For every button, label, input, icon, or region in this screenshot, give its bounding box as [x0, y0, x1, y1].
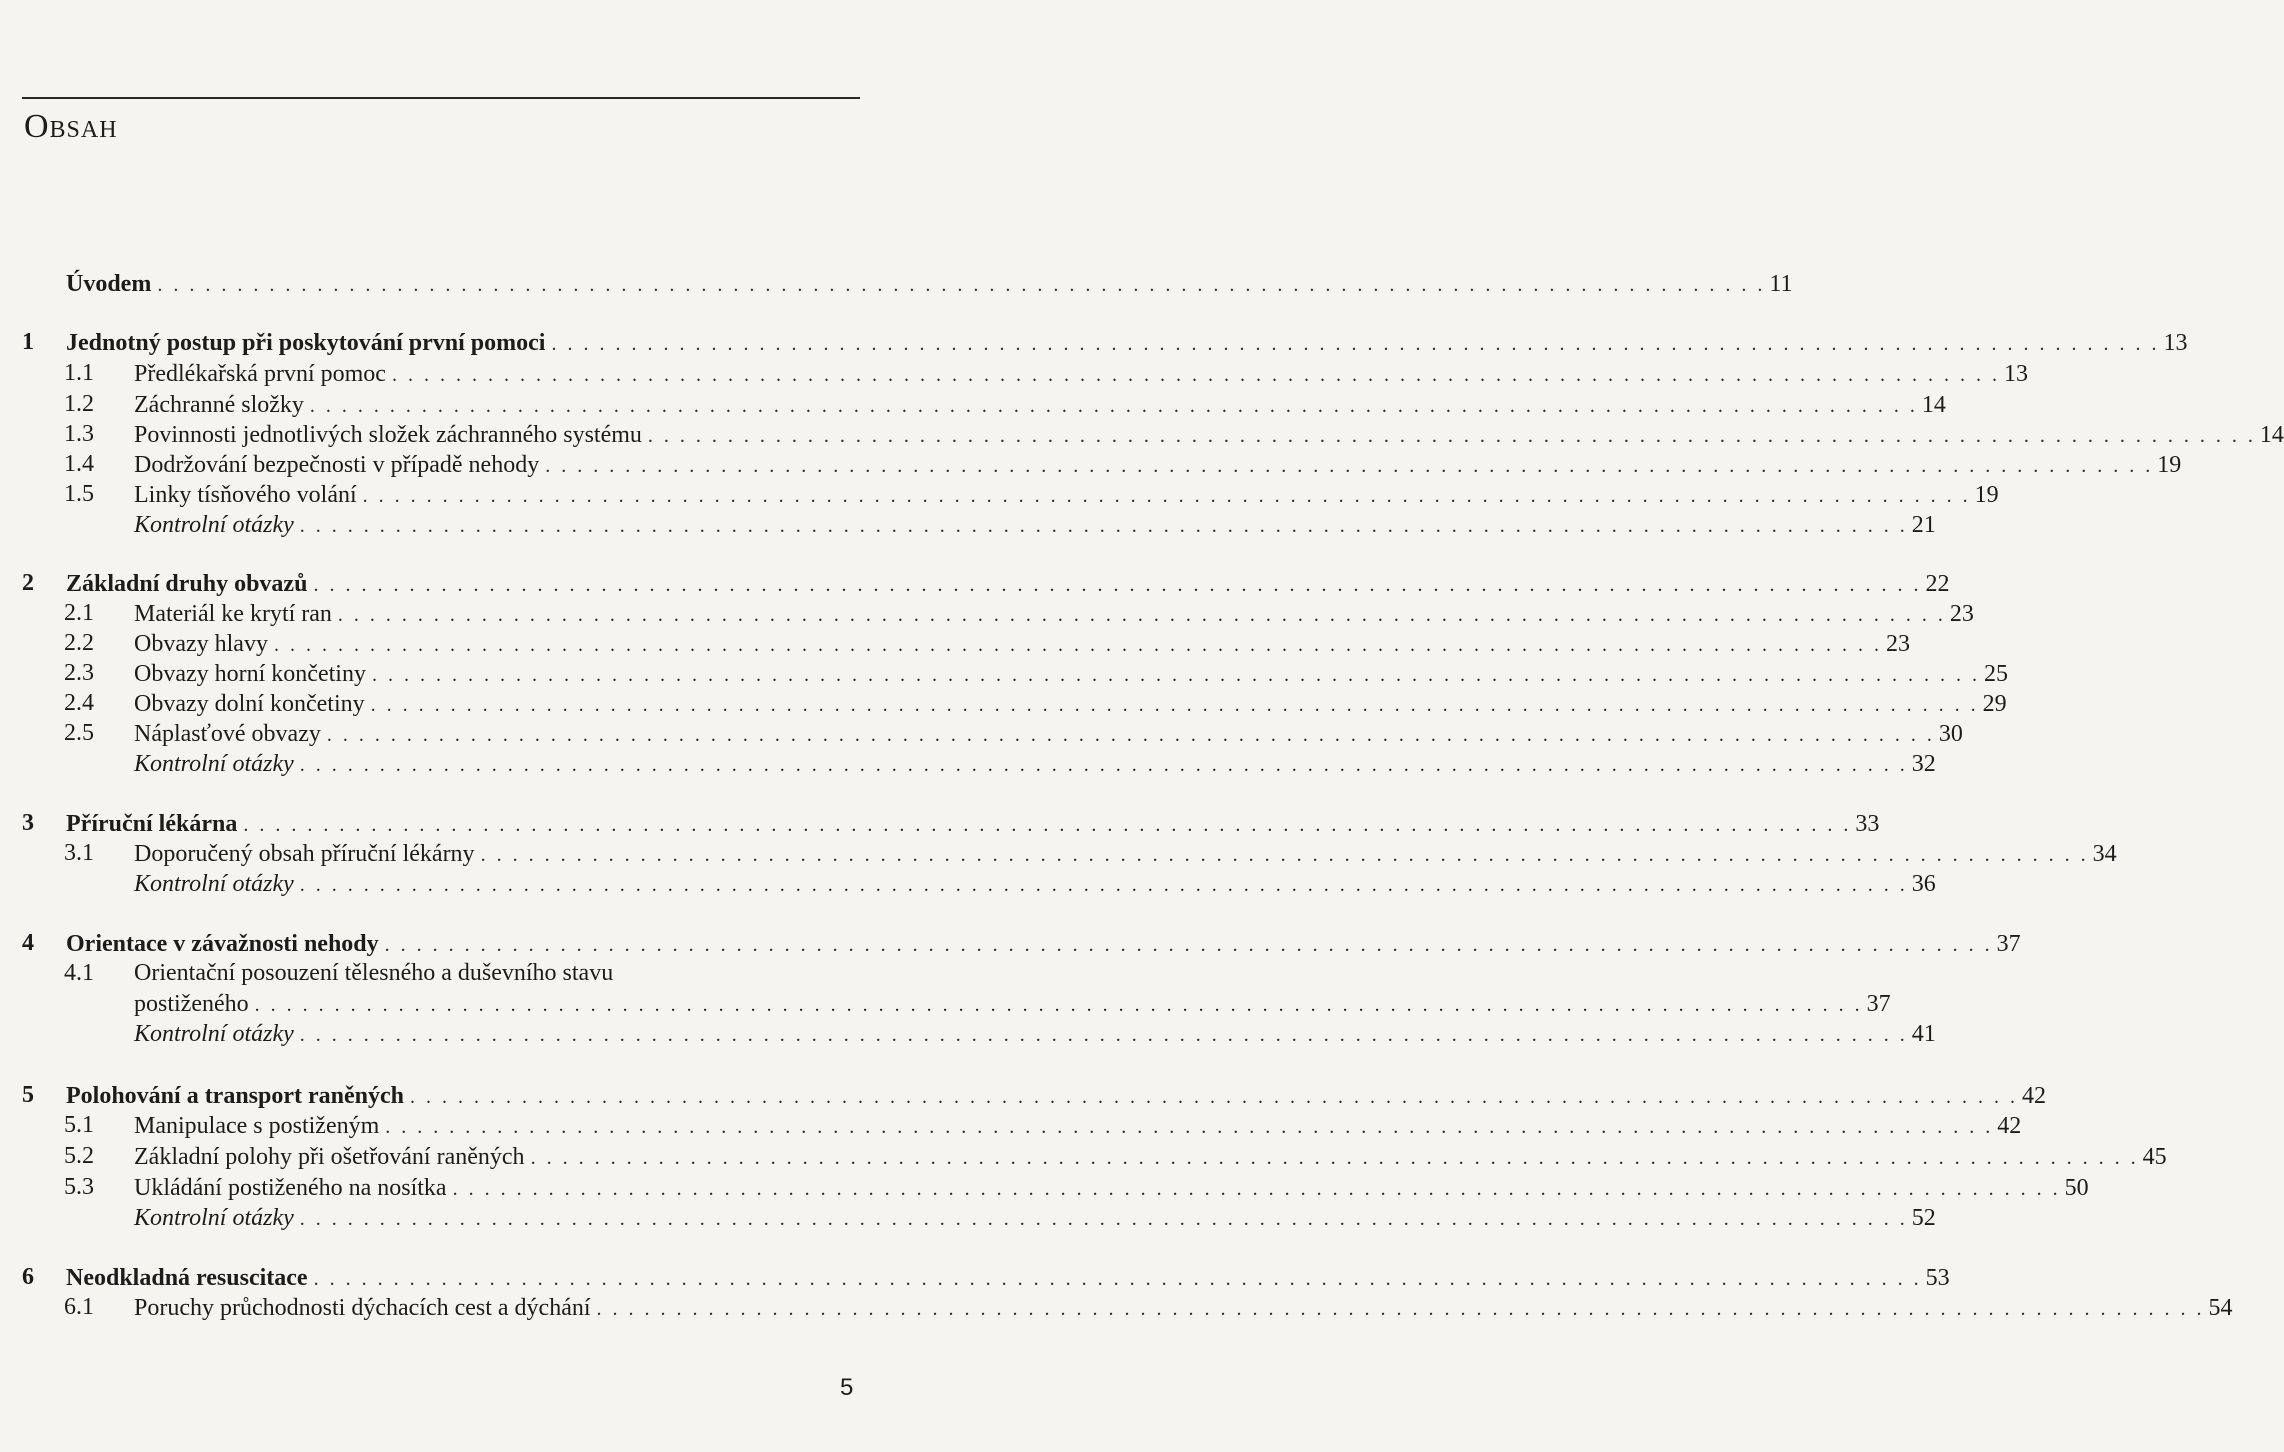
- dot-leader: . . . . . . . . . . . . . . . . . . . . . . . . . . . . . . . . . . . . . . . . . . . . . . . . . . . . . . . . . . . . . . . . . . . . . . . . . . . . . . . . . . . . . . . . . . . . . . . . . . . . .: [157, 274, 1766, 296]
- dot-leader: . . . . . . . . . . . . . . . . . . . . . . . . . . . . . . . . . . . . . . . . . . . . . . . . . . . . . . . . . . . . . . . . . . . . . . . . . . . . . . . . . . . . . . . . . . . . . . . . . . . . .: [299, 1024, 1908, 1046]
- toc-entry-page: 25: [1980, 659, 2008, 689]
- toc-entry[interactable]: [22, 928, 2021, 958]
- toc-entry-number: 1.1: [64, 360, 94, 386]
- toc-entry-number: 1.2: [64, 391, 94, 417]
- toc-entry[interactable]: [64, 419, 2284, 449]
- toc-entry-number: 3.1: [64, 840, 94, 866]
- dot-leader: . . . . . . . . . . . . . . . . . . . . . . . . . . . . . . . . . . . . . . . . . . . . . . . . . . . . . . . . . . . . . . . . . . . . . . . . . . . . . . . . . . . . . . . . . . . . . . . . . . . . .: [273, 634, 1882, 656]
- toc-entry-number: 4: [22, 930, 34, 956]
- toc-entry-title: Linky tísňového volání: [134, 480, 363, 510]
- toc-entry-title: Materiál ke krytí ran: [134, 599, 338, 629]
- toc-entry[interactable]: [134, 748, 1936, 778]
- toc-entry-number: 1: [22, 329, 34, 355]
- toc-entry-title: Orientační posouzení tělesného a duševního stavu: [134, 958, 619, 988]
- toc-entry-page: 42: [2018, 1081, 2046, 1111]
- toc-entry[interactable]: [64, 658, 2008, 688]
- toc-entry[interactable]: [64, 598, 1974, 628]
- toc-entry-number: 1.5: [64, 481, 94, 507]
- toc-entry[interactable]: [64, 449, 2182, 479]
- toc-entry-title: Jednotný postup při poskytování první pomoci: [66, 328, 551, 358]
- toc-entry-title: Obvazy horní končetiny: [134, 659, 372, 689]
- dot-leader: . . . . . . . . . . . . . . . . . . . . . . . . . . . . . . . . . . . . . . . . . . . . . . . . . . . . . . . . . . . . . . . . . . . . . . . . . . . . . . . . . . . . . . . . . . . . . . . . . . . . .: [337, 604, 1946, 626]
- toc-entry-page: 11: [1765, 269, 1792, 299]
- toc-entry-page: 37: [1863, 989, 1891, 1019]
- toc-entry-page: 23: [1946, 599, 1974, 629]
- toc-entry-page: 53: [1922, 1263, 1950, 1293]
- toc-entry-title: Záchranné složky: [134, 390, 310, 420]
- toc-entry-title: Kontrolní otázky: [134, 869, 300, 899]
- toc-entry-number: 2.1: [64, 600, 94, 626]
- toc-entry-number: 1.4: [64, 451, 94, 477]
- toc-entry[interactable]: [134, 1018, 1936, 1048]
- toc-entry-title: Základní druhy obvazů: [66, 569, 313, 599]
- toc-entry[interactable]: [134, 509, 1936, 539]
- toc-entry-title: Povinnosti jednotlivých složek záchranného systému: [134, 420, 648, 450]
- toc-entry-page: 54: [2205, 1293, 2233, 1323]
- toc-entry-page: 13: [2000, 359, 2028, 389]
- toc-entry-page: 33: [1851, 809, 1879, 839]
- toc-entry[interactable]: [64, 1141, 2167, 1171]
- toc-entry[interactable]: [64, 1110, 2022, 1140]
- toc-entry-title: postiženého: [134, 989, 255, 1019]
- toc-entry-title: Kontrolní otázky: [134, 1203, 300, 1233]
- dot-leader: . . . . . . . . . . . . . . . . . . . . . . . . . . . . . . . . . . . . . . . . . . . . . . . . . . . . . . . . . . . . . . . . . . . . . . . . . . . . . . . . . . . . . . . . . . . . . . . . . . . . .: [370, 694, 1979, 716]
- toc-entry-title: Příruční lékárna: [66, 809, 243, 839]
- toc-entry[interactable]: [64, 389, 1946, 419]
- toc-entry-number: 5: [22, 1082, 34, 1108]
- dot-leader: . . . . . . . . . . . . . . . . . . . . . . . . . . . . . . . . . . . . . . . . . . . . . . . . . . . . . . . . . . . . . . . . . . . . . . . . . . . . . . . . . . . . . . . . . . . . . . . . . . . . .: [326, 724, 1935, 746]
- toc-entry-page: 42: [1993, 1111, 2021, 1141]
- dot-leader: . . . . . . . . . . . . . . . . . . . . . . . . . . . . . . . . . . . . . . . . . . . . . . . . . . . . . . . . . . . . . . . . . . . . . . . . . . . . . . . . . . . . . . . . . . . . . . . . . . . . .: [309, 395, 1918, 417]
- toc-entry-page: 21: [1908, 510, 1936, 540]
- toc-entry-page: 50: [2061, 1173, 2089, 1203]
- toc-entry[interactable]: [22, 1262, 1950, 1292]
- dot-leader: . . . . . . . . . . . . . . . . . . . . . . . . . . . . . . . . . . . . . . . . . . . . . . . . . . . . . . . . . . . . . . . . . . . . . . . . . . . . . . . . . . . . . . . . . . . . . . . . . . . . .: [371, 664, 1980, 686]
- dot-leader: . . . . . . . . . . . . . . . . . . . . . . . . . . . . . . . . . . . . . . . . . . . . . . . . . . . . . . . . . . . . . . . . . . . . . . . . . . . . . . . . . . . . . . . . . . . . . . . . . . . . .: [299, 754, 1908, 776]
- toc-entry[interactable]: [134, 1202, 1936, 1232]
- toc-entry-page: 34: [2089, 839, 2117, 869]
- dot-leader: . . . . . . . . . . . . . . . . . . . . . . . . . . . . . . . . . . . . . . . . . . . . . . . . . . . . . . . . . . . . . . . . . . . . . . . . . . . . . . . . . . . . . . . . . . . . . . . . . . . . .: [452, 1178, 2061, 1200]
- toc-entry-page: 52: [1908, 1203, 1936, 1233]
- toc-entry-title: Ukládání postiženého na nosítka: [134, 1173, 453, 1203]
- toc-entry-number: 1.3: [64, 421, 94, 447]
- dot-leader: . . . . . . . . . . . . . . . . . . . . . . . . . . . . . . . . . . . . . . . . . . . . . . . . . . . . . . . . . . . . . . . . . . . . . . . . . . . . . . . . . . . . . . . . . . . . . . . . . . . . .: [362, 485, 1971, 507]
- toc-entry[interactable]: [22, 1080, 2047, 1110]
- toc-entry-number: 2.5: [64, 720, 94, 746]
- toc-entry-page: 13: [2159, 328, 2187, 358]
- toc-entry-page: 14: [2256, 420, 2284, 450]
- toc-entry-page: 14: [1918, 390, 1946, 420]
- toc-entry-page: 37: [1993, 929, 2021, 959]
- toc-entry-title: Základní polohy při ošetřování raněných: [134, 1142, 531, 1172]
- toc-entry[interactable]: [64, 838, 2117, 868]
- toc-entry-number: 2.3: [64, 660, 94, 686]
- dot-leader: . . . . . . . . . . . . . . . . . . . . . . . . . . . . . . . . . . . . . . . . . . . . . . . . . . . . . . . . . . . . . . . . . . . . . . . . . . . . . . . . . . . . . . . . . . . . . . . . . . . . .: [254, 994, 1863, 1016]
- toc-entry-title: Dodržování bezpečnosti v případě nehody: [134, 450, 545, 480]
- dot-leader: . . . . . . . . . . . . . . . . . . . . . . . . . . . . . . . . . . . . . . . . . . . . . . . . . . . . . . . . . . . . . . . . . . . . . . . . . . . . . . . . . . . . . . . . . . . . . . . . . . . . .: [299, 1208, 1908, 1230]
- toc-entry-page: 22: [1921, 569, 1949, 599]
- toc-entry-number: 4.1: [64, 960, 94, 986]
- toc-entry[interactable]: [66, 268, 1793, 298]
- page-title: Obsah: [24, 108, 118, 145]
- toc-entry[interactable]: [22, 808, 1880, 838]
- dot-leader: . . . . . . . . . . . . . . . . . . . . . . . . . . . . . . . . . . . . . . . . . . . . . . . . . . . . . . . . . . . . . . . . . . . . . . . . . . . . . . . . . . . . . . . . . . . . . . . . . . . . .: [384, 934, 1993, 956]
- toc-entry[interactable]: [134, 988, 1891, 1018]
- toc-entry-title: Neodkladná resuscitace: [66, 1263, 314, 1293]
- toc-entry[interactable]: [64, 688, 2007, 718]
- toc-entry-number: 5.2: [64, 1143, 94, 1169]
- toc-entry[interactable]: [64, 628, 1910, 658]
- dot-leader: . . . . . . . . . . . . . . . . . . . . . . . . . . . . . . . . . . . . . . . . . . . . . . . . . . . . . . . . . . . . . . . . . . . . . . . . . . . . . . . . . . . . . . . . . . . . . . . . . . . . .: [545, 455, 2154, 477]
- toc-entry[interactable]: [134, 868, 1936, 898]
- toc-entry-page: 23: [1882, 629, 1910, 659]
- toc-entry-number: 2: [22, 570, 34, 596]
- toc-entry-title: Obvazy hlavy: [134, 629, 274, 659]
- dot-leader: . . . . . . . . . . . . . . . . . . . . . . . . . . . . . . . . . . . . . . . . . . . . . . . . . . . . . . . . . . . . . . . . . . . . . . . . . . . . . . . . . . . . . . . . . . . . . . . . . . . . .: [385, 1116, 1994, 1138]
- dot-leader: . . . . . . . . . . . . . . . . . . . . . . . . . . . . . . . . . . . . . . . . . . . . . . . . . . . . . . . . . . . . . . . . . . . . . . . . . . . . . . . . . . . . . . . . . . . . . . . . . . . . .: [410, 1086, 2019, 1108]
- dot-leader: . . . . . . . . . . . . . . . . . . . . . . . . . . . . . . . . . . . . . . . . . . . . . . . . . . . . . . . . . . . . . . . . . . . . . . . . . . . . . . . . . . . . . . . . . . . . . . . . . . . . .: [480, 844, 2089, 866]
- toc-entry-title: Obvazy dolní končetiny: [134, 689, 371, 719]
- toc-entry-title: Polohování a transport raněných: [66, 1081, 410, 1111]
- dot-leader: . . . . . . . . . . . . . . . . . . . . . . . . . . . . . . . . . . . . . . . . . . . . . . . . . . . . . . . . . . . . . . . . . . . . . . . . . . . . . . . . . . . . . . . . . . . . . . . . . . . . .: [551, 333, 2160, 355]
- toc-entry-title: Orientace v závažnosti nehody: [66, 929, 385, 959]
- toc-entry-title: Předlékařská první pomoc: [134, 359, 392, 389]
- dot-leader: . . . . . . . . . . . . . . . . . . . . . . . . . . . . . . . . . . . . . . . . . . . . . . . . . . . . . . . . . . . . . . . . . . . . . . . . . . . . . . . . . . . . . . . . . . . . . . . . . . . . .: [299, 874, 1908, 896]
- page-number: 5: [840, 1374, 854, 1401]
- toc-entry-title: Doporučený obsah příruční lékárny: [134, 839, 481, 869]
- toc-entry-title: Kontrolní otázky: [134, 749, 300, 779]
- toc-entry-title: Náplasťové obvazy: [134, 719, 327, 749]
- toc-entry-page: 29: [1979, 689, 2007, 719]
- toc-entry-title: Poruchy průchodnosti dýchacích cest a dýchání: [134, 1293, 597, 1323]
- toc-entry[interactable]: [64, 1292, 2233, 1322]
- dot-leader: . . . . . . . . . . . . . . . . . . . . . . . . . . . . . . . . . . . . . . . . . . . . . . . . . . . . . . . . . . . . . . . . . . . . . . . . . . . . . . . . . . . . . . . . . . . . . . . . . . . . .: [243, 814, 1852, 836]
- toc-entry-number: 6.1: [64, 1294, 94, 1320]
- toc-entry[interactable]: [64, 958, 858, 988]
- dot-leader: . . . . . . . . . . . . . . . . . . . . . . . . . . . . . . . . . . . . . . . . . . . . . . . . . . . . . . . . . . . . . . . . . . . . . . . . . . . . . . . . . . . . . . . . . . . . . . . . . . . . .: [596, 1298, 2205, 1320]
- toc-entry-title: Kontrolní otázky: [134, 1019, 300, 1049]
- toc-entry-title: Manipulace s postiženým: [134, 1111, 385, 1141]
- toc-entry-title: Úvodem: [66, 269, 157, 299]
- toc-entry-title: Kontrolní otázky: [134, 510, 300, 540]
- toc-entry[interactable]: [22, 568, 1950, 598]
- dot-leader: . . . . . . . . . . . . . . . . . . . . . . . . . . . . . . . . . . . . . . . . . . . . . . . . . . . . . . . . . . . . . . . . . . . . . . . . . . . . . . . . . . . . . . . . . . . . . . . . . . . . .: [299, 515, 1908, 537]
- toc-entry-number: 3: [22, 810, 34, 836]
- dot-leader: . . . . . . . . . . . . . . . . . . . . . . . . . . . . . . . . . . . . . . . . . . . . . . . . . . . . . . . . . . . . . . . . . . . . . . . . . . . . . . . . . . . . . . . . . . . . . . . . . . . . .: [313, 1268, 1922, 1290]
- toc-entry[interactable]: [64, 1172, 2089, 1202]
- toc-entry[interactable]: [64, 358, 2028, 388]
- dot-leader: . . . . . . . . . . . . . . . . . . . . . . . . . . . . . . . . . . . . . . . . . . . . . . . . . . . . . . . . . . . . . . . . . . . . . . . . . . . . . . . . . . . . . . . . . . . . . . . . . . . . .: [391, 364, 2000, 386]
- toc-entry-page: 19: [2153, 450, 2181, 480]
- dot-leader: . . . . . . . . . . . . . . . . . . . . . . . . . . . . . . . . . . . . . . . . . . . . . . . . . . . . . . . . . . . . . . . . . . . . . . . . . . . . . . . . . . . . . . . . . . . . . . . . . . . . .: [647, 425, 2256, 447]
- toc-entry-page: 41: [1908, 1019, 1936, 1049]
- toc-entry-number: 5.1: [64, 1112, 94, 1138]
- toc-entry-number: 2.4: [64, 690, 94, 716]
- toc-entry-number: 2.2: [64, 630, 94, 656]
- toc-entry-page: 30: [1935, 719, 1963, 749]
- toc-entry[interactable]: [22, 327, 2188, 357]
- toc-entry-number: 6: [22, 1264, 34, 1290]
- toc-entry-page: 19: [1971, 480, 1999, 510]
- dot-leader: . . . . . . . . . . . . . . . . . . . . . . . . . . . . . . . . . . . . . . . . . . . . . . . . . . . . . . . . . . . . . . . . . . . . . . . . . . . . . . . . . . . . . . . . . . . . . . . . . . . . .: [313, 574, 1922, 596]
- toc-entry-number: 5.3: [64, 1174, 94, 1200]
- dot-leader: . . . . . . . . . . . . . . . . . . . . . . . . . . . . . . . . . . . . . . . . . . . . . . . . . . . . . . . . . . . . . . . . . . . . . . . . . . . . . . . . . . . . . . . . . . . . . . . . . . . . .: [530, 1147, 2139, 1169]
- toc-entry-page: 45: [2139, 1142, 2167, 1172]
- toc-entry[interactable]: [64, 479, 1999, 509]
- toc-entry[interactable]: [64, 718, 1963, 748]
- toc-entry-page: 32: [1908, 749, 1936, 779]
- toc-entry-page: 36: [1908, 869, 1936, 899]
